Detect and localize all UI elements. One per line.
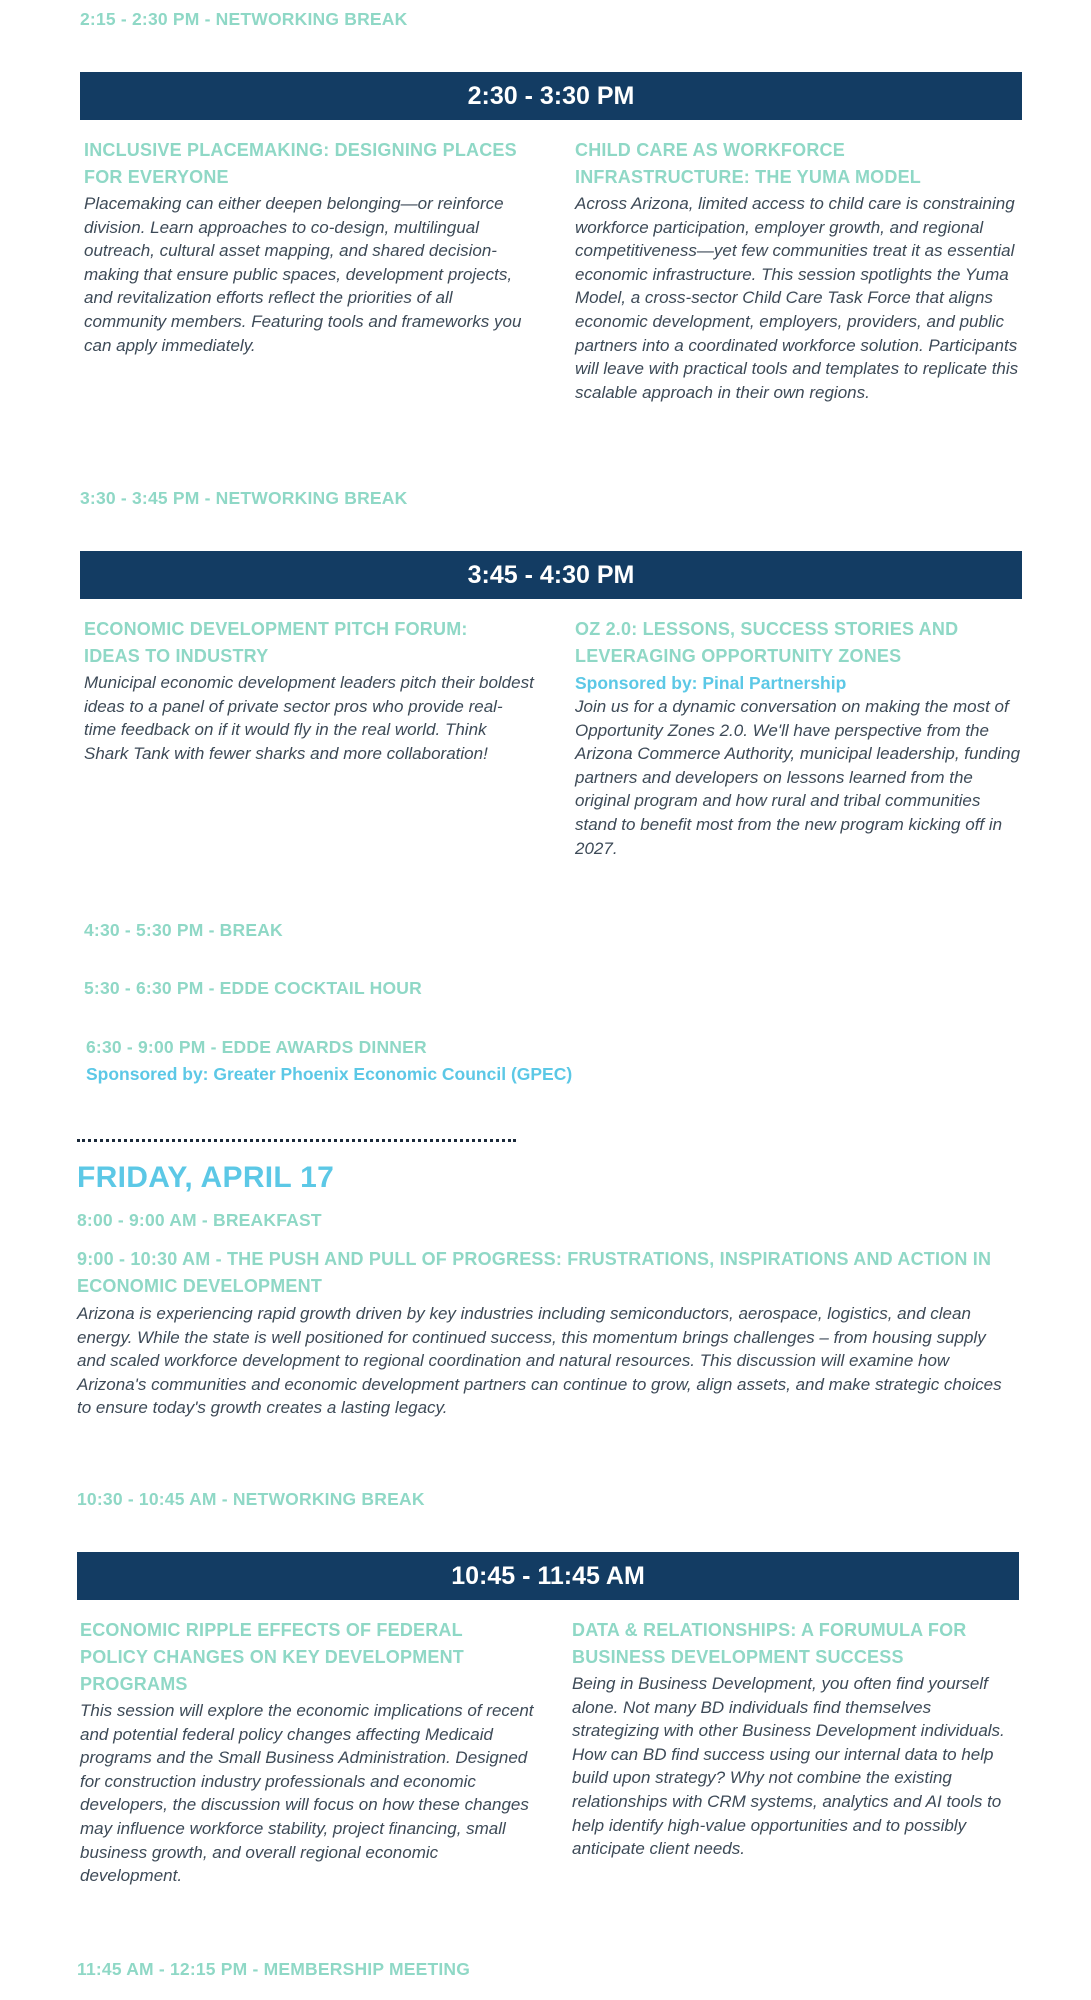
session-desc-pitch-forum: Municipal economic development leaders pitch their boldest ideas to a panel of private sector pros who provide real-time feedback on if it would fly in the real world. Think Shark Tank with fewer sharks and more collaboration! [84, 673, 534, 763]
session-title-pitch-forum: ECONOMIC DEVELOPMENT PITCH FORUM: IDEAS TO INDUSTRY [84, 619, 468, 666]
session-time-header-345: 3:45 - 4:30 PM [80, 551, 1022, 599]
section-divider [77, 1139, 516, 1142]
break-430: 4:30 - 5:30 PM - BREAK [84, 920, 283, 940]
session-time-header-1045: 10:45 - 11:45 AM [77, 1552, 1019, 1600]
session-time-header-230: 2:30 - 3:30 PM [80, 72, 1022, 120]
awards-dinner: 6:30 - 9:00 PM - EDDE AWARDS DINNER [86, 1037, 427, 1057]
dinner-sponsor-gpec: Sponsored by: Greater Phoenix Economic Council (GPEC) [86, 1064, 573, 1084]
session-sponsor-pinal: Sponsored by: Pinal Partnership [575, 673, 847, 693]
session-title-oz-2: OZ 2.0: LESSONS, SUCCESS STORIES AND LEVERAGING OPPORTUNITY ZONES [575, 619, 959, 666]
session-desc-child-care: Across Arizona, limited access to child care is constraining workforce participation, employer growth, and regional competitiveness—yet few communities treat it as essential economic infrastructure. This session spotlights the Yuma Model, a cross-sector Child Care Task Force that aligns economic development, employers, providers, and public partners into a coordinated workforce solution. Participants will leave with practical tools and templates to replicate this scalable approach in their own regions. [575, 194, 1019, 402]
networking-break-215: 2:15 - 2:30 PM - NETWORKING BREAK [80, 9, 408, 29]
networking-break-1030: 10:30 - 10:45 AM - NETWORKING BREAK [77, 1489, 425, 1509]
session-title-child-care: CHILD CARE AS WORKFORCE INFRASTRUCTURE: THE YUMA MODEL [575, 140, 921, 187]
networking-break-330: 3:30 - 3:45 PM - NETWORKING BREAK [80, 488, 408, 508]
session-desc-oz-2: Join us for a dynamic conversation on making the most of Opportunity Zones 2.0. We'll have perspective from the Arizona Commerce Authority, municipal leadership, funding partners and developers on lessons learned from the original program and how rural and tribal communities stand to benefit most from the new program kicking off in 2027. [575, 697, 1021, 858]
session-desc-federal-policy: This session will explore the economic implications of recent and potential federal policy changes affecting Medicaid programs and the Small Business Administration. Designed for construction industry professionals and economic developers, the discussion will focus on how these changes may influence workforce stability, project financing, small business growth, and overall regional economic development. [80, 1701, 534, 1886]
breakfast: 8:00 - 9:00 AM - BREAKFAST [77, 1210, 322, 1230]
session-title-federal-policy: ECONOMIC RIPPLE EFFECTS OF FEDERAL POLICY CHANGES ON KEY DEVELOPMENT PROGRAMS [80, 1620, 464, 1694]
session-title-data-relationships: DATA & RELATIONSHIPS: A FORUMULA FOR BUSINESS DEVELOPMENT SUCCESS [572, 1620, 967, 1667]
membership-meeting: 11:45 AM - 12:15 PM - MEMBERSHIP MEETING [77, 1959, 471, 1979]
day-heading-friday: FRIDAY, APRIL 17 [77, 1161, 335, 1194]
plenary-desc: Arizona is experiencing rapid growth driven by key industries including semiconductors, aerospace, logistics, and clean energy. While the state is well positioned for continued success, this momentum brings challenges – from housing supply and scaled workforce development to regional coordination and natural resources. This discussion will examine how Arizona's communities and economic development partners can continue to grow, align assets, and make strategic choices to ensure today's growth creates a lasting legacy. [77, 1304, 1002, 1418]
plenary-title: 9:00 - 10:30 AM - THE PUSH AND PULL OF PROGRESS: FRUSTRATIONS, INSPIRATIONS AND ACTION IN ECONOMIC DEVELOPMENT [77, 1249, 992, 1296]
session-title-inclusive-placemaking: INCLUSIVE PLACEMAKING: DESIGNING PLACES FOR EVERYONE [84, 140, 517, 187]
session-desc-inclusive-placemaking: Placemaking can either deepen belonging—or reinforce division. Learn approaches to co-design, multilingual outreach, cultural asset mapping, and shared decision-making that ensure public spaces, development projects, and revitalization efforts reflect the priorities of all community members. Featuring tools and frameworks you can apply immediately. [84, 194, 522, 355]
session-desc-data-relationships: Being in Business Development, you often find yourself alone. Not many BD individuals find themselves strategizing with other Business Development individuals. How can BD find success using our internal data to help build upon strategy? Why not combine the existing relationships with CRM systems, analytics and AI tools to help identify high-value opportunities and to possibly anticipate client needs. [572, 1674, 1005, 1859]
cocktail-hour: 5:30 - 6:30 PM - EDDE COCKTAIL HOUR [84, 978, 422, 998]
